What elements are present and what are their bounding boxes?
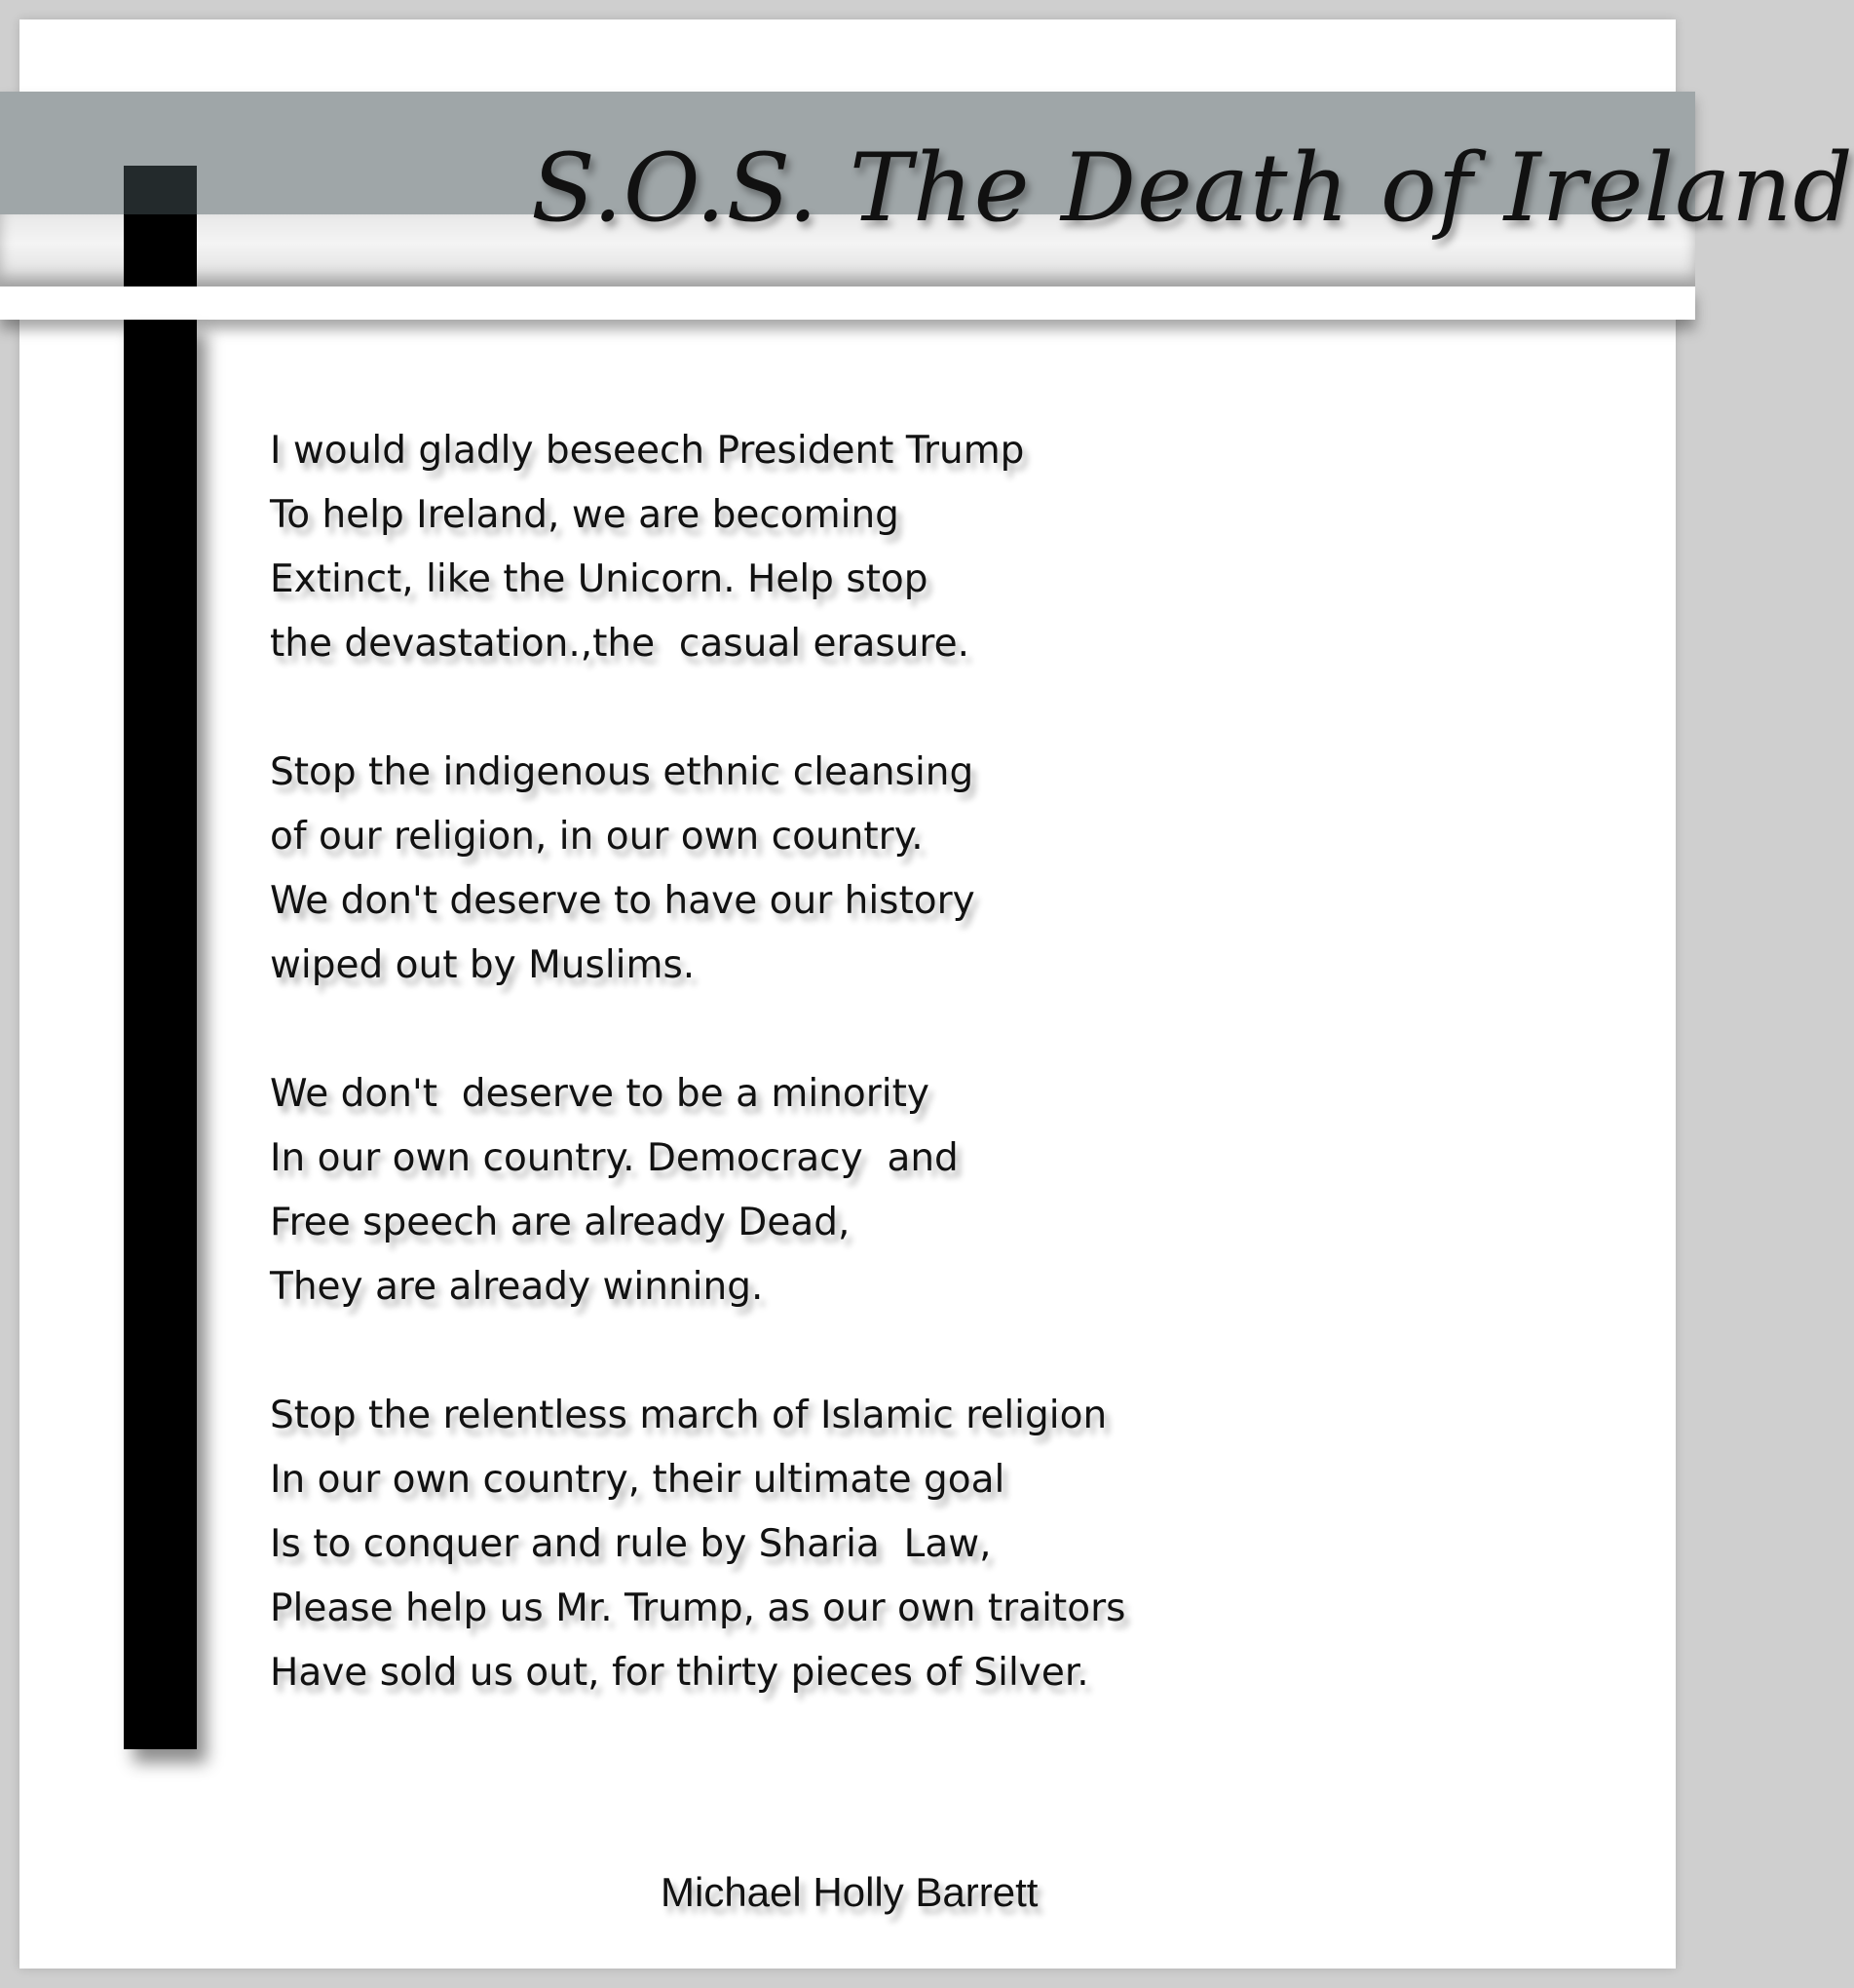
author-name: Michael Holly Barrett <box>661 1869 1039 1915</box>
poem-line: of our religion, in our own country. <box>270 815 924 859</box>
poem-line: Stop the indigenous ethnic cleansing <box>270 750 974 794</box>
poem-line: Stop the relentless march of Islamic religion <box>270 1394 1108 1437</box>
poem-line: Is to conquer and rule by Sharia Law, <box>270 1522 992 1566</box>
poem-title: S.O.S. The Death of Ireland <box>531 134 1854 243</box>
poem-line: wiped out by Muslims. <box>270 943 696 987</box>
stanza-2 <box>270 741 1536 998</box>
poem-line: Please help us Mr. Trump, as our own traitors <box>270 1587 1126 1630</box>
stanza-1 <box>270 419 1536 676</box>
black-bar-top-tint <box>124 166 197 214</box>
poem-line: Have sold us out, for thirty pieces of Silver. <box>270 1651 1089 1695</box>
poem-line: We don't deserve to have our history <box>270 879 975 923</box>
black-vertical-bar <box>124 320 197 1749</box>
poem-body <box>270 419 1536 1770</box>
stanza-4 <box>270 1384 1536 1705</box>
poem-line: In our own country. Democracy and <box>270 1136 959 1180</box>
stanza-3 <box>270 1062 1536 1319</box>
poem-line: To help Ireland, we are becoming <box>270 493 899 537</box>
white-strip <box>0 287 1695 320</box>
poem-line: the devastation.,the casual erasure. <box>270 622 969 666</box>
poem-line: I would gladly beseech President Trump <box>270 429 1025 473</box>
poem-line: We don't deserve to be a minority <box>270 1072 930 1116</box>
poem-line: Extinct, like the Unicorn. Help stop <box>270 557 928 601</box>
poem-line: They are already winning. <box>270 1265 764 1309</box>
poem-line: In our own country, their ultimate goal <box>270 1458 1005 1502</box>
poem-line: Free speech are already Dead, <box>270 1201 851 1244</box>
